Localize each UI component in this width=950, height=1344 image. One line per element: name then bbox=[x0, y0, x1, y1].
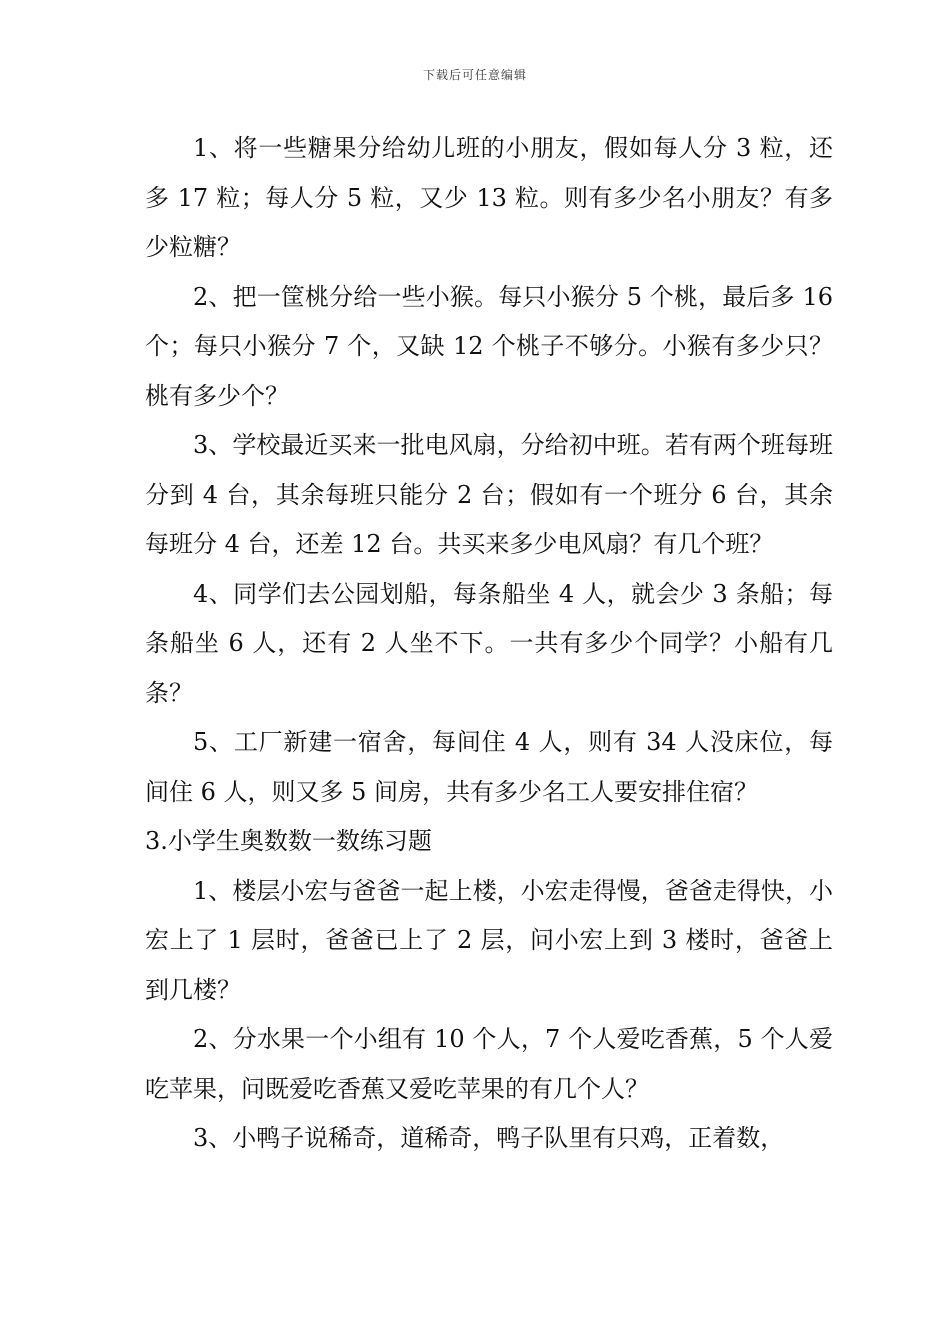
page-header: 下载后可任意编辑 bbox=[422, 68, 527, 82]
section-problem-3: 3、小鸭子说稀奇，道稀奇，鸭子队里有只鸡，正着数， bbox=[193, 1124, 785, 1152]
problem-paragraph-1: 1、将一些糖果分给幼儿班的小朋友，假如每人分 3 粒，还多 17 粒；每人分 5 粒，又少 13 粒。则有多少名小朋友？有多少粒糖？ bbox=[145, 134, 833, 261]
section-problem-2: 2、分水果一个小组有 10 个人，7 个人爱吃香蕉，5 个人爱吃苹果，问既爱吃香蕉又爱吃苹果的有几个人？ bbox=[145, 1025, 833, 1103]
section-heading: 3.小学生奥数数一数练习题 bbox=[145, 827, 432, 855]
section-problem-1: 1、楼层小宏与爸爸一起上楼，小宏走得慢，爸爸走得快，小宏上了 1 层时，爸爸已上了 2 层，问小宏上到 3 楼时，爸爸上到几楼？ bbox=[145, 876, 833, 1004]
problem-paragraph-5: 5、工厂新建一宿舍，每间住 4 人，则有 34 人没床位，每间住 6 人，则又多 5 间房，共有多少名工人要安排住宿？ bbox=[145, 728, 833, 806]
problem-paragraph-2: 2、把一筐桃分给一些小猴。每只小猴分 5 个桃，最后多 16 个；每只小猴分 7 个，又缺 12 个桃子不够分。小猴有多少只？桃有多少个？ bbox=[145, 282, 833, 410]
problem-paragraph-3: 3、学校最近买来一批电风扇，分给初中班。若有两个班每班分到 4 台，其余每班只能分 2 台；假如有一个班分 6 台，其余每班分 4 台，还差 12 台。共买来多少电风扇？有几个班？ bbox=[145, 431, 833, 558]
problem-paragraph-4: 4、同学们去公园划船，每条船坐 4 人，就会少 3 条船；每条船坐 6 人，还有 2 人坐不下。一共有多少个同学？小船有几条？ bbox=[145, 579, 833, 707]
document-body bbox=[145, 124, 833, 1164]
